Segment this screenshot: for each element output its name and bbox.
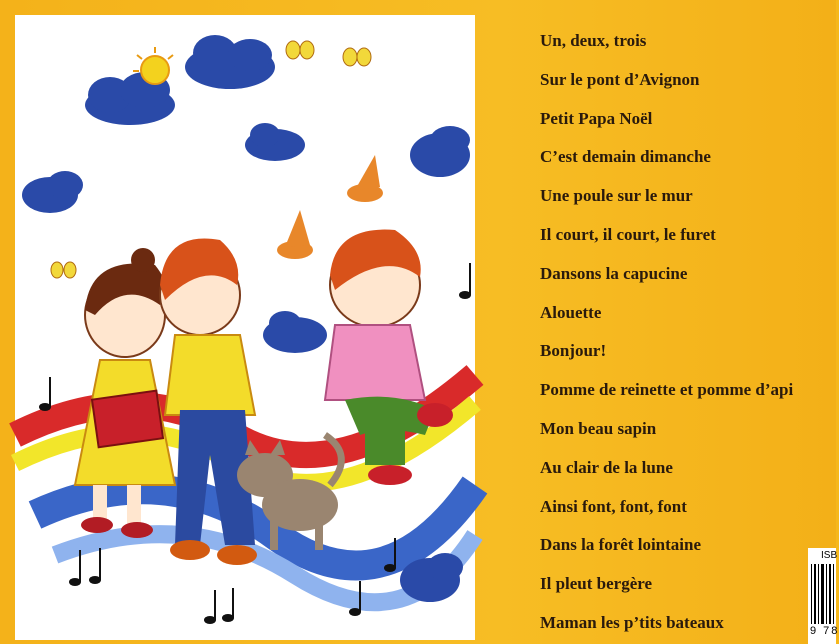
- cloud: [263, 311, 327, 353]
- song-title: C’est demain dimanche: [540, 147, 711, 167]
- isbn-label: ISB: [821, 550, 838, 561]
- song-title: Maman les p’tits bateaux: [540, 612, 724, 632]
- song-list: [540, 22, 793, 643]
- isbn-barcode: [808, 548, 839, 644]
- song-title: Un, deux, trois: [540, 31, 647, 50]
- song-title: Bonjour!: [540, 341, 607, 361]
- cloud: [245, 123, 305, 161]
- song-title: Ainsi font, font, font: [540, 496, 687, 516]
- song-title: Au clair de la lune: [540, 457, 673, 477]
- song-title: Il court, il court, le furet: [540, 224, 716, 244]
- song-title: Pomme de reinette et pomme d’api: [540, 380, 794, 400]
- song-title: Sur le pont d’Avignon: [540, 69, 700, 89]
- song-title: Dans la forêt lointaine: [540, 535, 702, 555]
- children-singing-illustration: [15, 15, 475, 640]
- song-title: Petit Papa Noël: [540, 108, 653, 128]
- song-title: Alouette: [540, 302, 602, 322]
- cloud: [22, 171, 83, 213]
- cloud: [410, 126, 470, 177]
- illustration-art: [15, 15, 475, 640]
- barcode-bars-icon: [810, 564, 836, 624]
- song-title: Dansons la capucine: [540, 263, 688, 283]
- isbn-digits: 9 78: [810, 625, 839, 637]
- cloud: [185, 35, 275, 89]
- song-title: Il pleut bergère: [540, 574, 653, 594]
- song-title: Une poule sur le mur: [540, 186, 693, 206]
- song-title: Mon beau sapin: [540, 418, 657, 438]
